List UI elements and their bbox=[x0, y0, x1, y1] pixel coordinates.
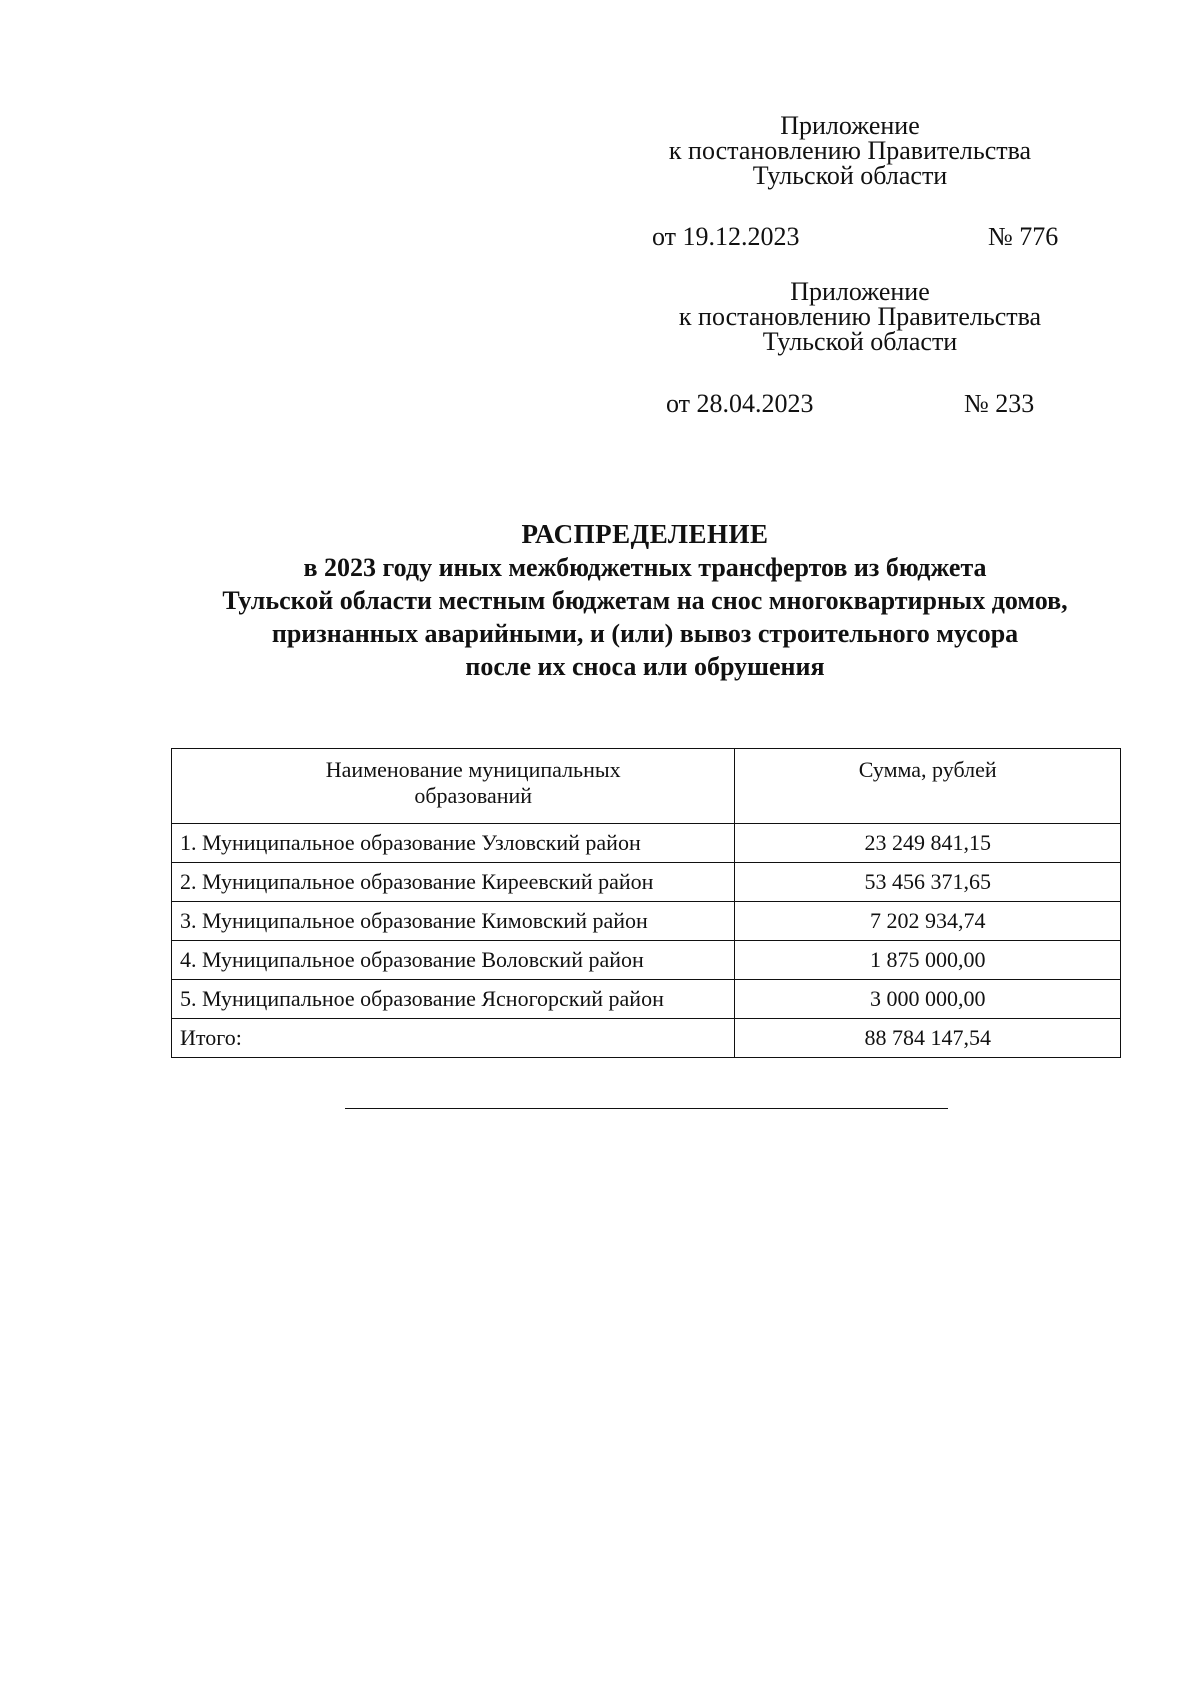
amount-cell: 1 875 000,00 bbox=[735, 941, 1121, 980]
table-row bbox=[172, 902, 1121, 941]
column-header-name bbox=[172, 749, 735, 824]
decree-number-current: № 776 bbox=[988, 222, 1059, 251]
appendix-label: Приложение bbox=[790, 277, 930, 306]
appendix-header-current bbox=[640, 113, 1060, 188]
distribution-table bbox=[171, 748, 1121, 1058]
column-header-sum: Сумма, рублей bbox=[735, 749, 1121, 824]
end-divider-line bbox=[345, 1108, 948, 1109]
amount-cell: 7 202 934,74 bbox=[735, 902, 1121, 941]
table-row bbox=[172, 941, 1121, 980]
title-line: признанных аварийными, и (или) вывоз строительного мусора bbox=[271, 619, 1019, 648]
title-line: в 2023 году иных межбюджетных трансфертов из бюджета bbox=[303, 553, 987, 582]
title-heading: РАСПРЕДЕЛЕНИЕ bbox=[521, 519, 769, 549]
table-total-row bbox=[172, 1019, 1121, 1058]
municipality-name: 2. Муниципальное образование Киреевский район bbox=[172, 863, 735, 902]
appendix-region: Тульской области bbox=[762, 327, 958, 356]
amount-cell: 3 000 000,00 bbox=[735, 980, 1121, 1019]
decree-date-original: от 28.04.2023 bbox=[666, 389, 814, 418]
total-amount: 88 784 147,54 bbox=[735, 1019, 1121, 1058]
municipality-name: 4. Муниципальное образование Воловский район bbox=[172, 941, 735, 980]
appendix-header-original bbox=[650, 279, 1070, 354]
table-header-row bbox=[172, 749, 1121, 824]
decree-number-original: № 233 bbox=[964, 389, 1035, 418]
municipality-name: 1. Муниципальное образование Узловский район bbox=[172, 824, 735, 863]
appendix-decree-ref: к постановлению Правительства bbox=[678, 302, 1042, 331]
municipality-name: 3. Муниципальное образование Кимовский район bbox=[172, 902, 735, 941]
appendix-region: Тульской области bbox=[752, 161, 948, 190]
total-label: Итого: bbox=[172, 1019, 735, 1058]
appendix-label: Приложение bbox=[780, 111, 920, 140]
amount-cell: 23 249 841,15 bbox=[735, 824, 1121, 863]
municipality-name: 5. Муниципальное образование Ясногорский район bbox=[172, 980, 735, 1019]
amount-cell: 53 456 371,65 bbox=[735, 863, 1121, 902]
document-title bbox=[130, 518, 1160, 683]
table-row bbox=[172, 863, 1121, 902]
column-header-name-label: Наименование муниципальных образований bbox=[325, 757, 621, 808]
table-row bbox=[172, 980, 1121, 1019]
table-row bbox=[172, 824, 1121, 863]
title-line: Тульской области местным бюджетам на снос многоквартирных домов, bbox=[222, 586, 1068, 615]
decree-date-current: от 19.12.2023 bbox=[652, 222, 800, 251]
appendix-decree-ref: к постановлению Правительства bbox=[668, 136, 1032, 165]
title-line: после их сноса или обрушения bbox=[465, 652, 825, 681]
